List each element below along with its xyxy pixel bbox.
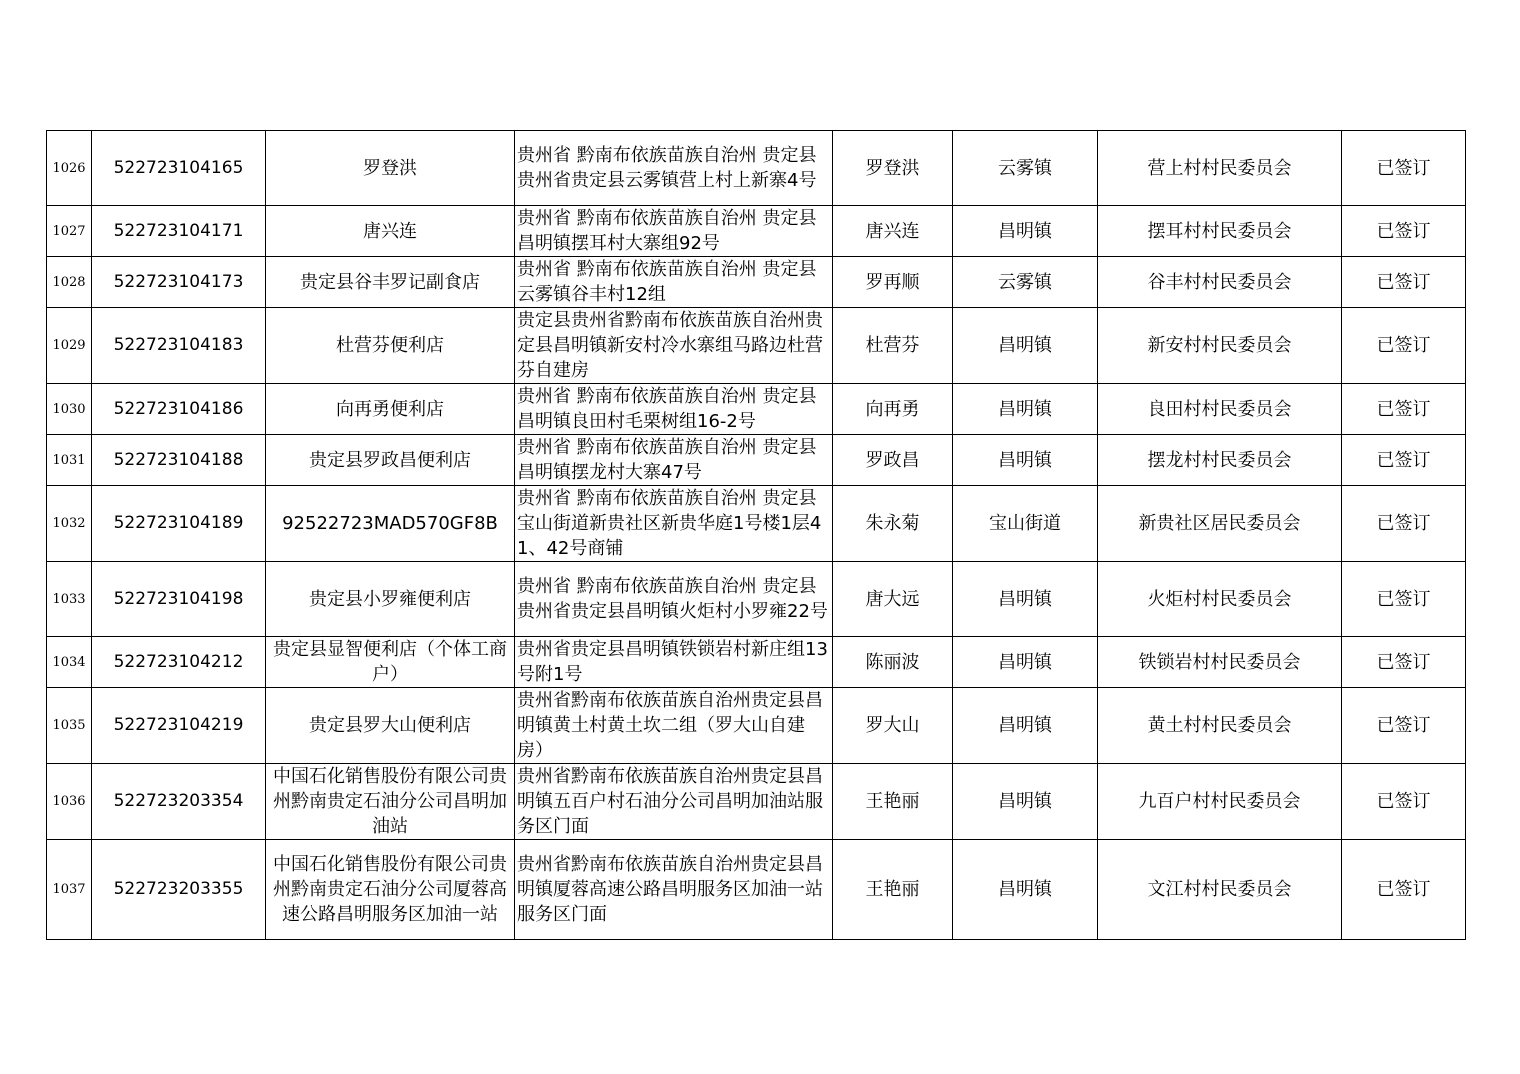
owner-name: 王艳丽 <box>833 764 953 840</box>
shop-address: 贵州省 黔南布依族苗族自治州 贵定县昌明镇摆耳村大寨组92号 <box>515 206 833 257</box>
table-row <box>47 384 1466 435</box>
row-number: 1034 <box>47 637 92 688</box>
table-row <box>47 308 1466 384</box>
shop-name: 贵定县显智便利店（个体工商户） <box>266 637 515 688</box>
row-number: 1036 <box>47 764 92 840</box>
town-name: 昌明镇 <box>953 840 1098 940</box>
shop-name: 贵定县罗大山便利店 <box>266 688 515 764</box>
license-code: 522723104219 <box>92 688 266 764</box>
town-name: 云雾镇 <box>953 257 1098 308</box>
owner-name: 杜营芬 <box>833 308 953 384</box>
shop-name: 罗登洪 <box>266 131 515 206</box>
committee-name: 摆龙村村民委员会 <box>1098 435 1342 486</box>
license-code: 522723104165 <box>92 131 266 206</box>
status-cell: 已签订 <box>1342 206 1466 257</box>
owner-name: 唐兴连 <box>833 206 953 257</box>
status-cell: 已签订 <box>1342 435 1466 486</box>
records-table <box>46 130 1466 940</box>
committee-name: 火炬村村民委员会 <box>1098 562 1342 637</box>
town-name: 昌明镇 <box>953 764 1098 840</box>
license-code: 522723104212 <box>92 637 266 688</box>
owner-name: 陈丽波 <box>833 637 953 688</box>
town-name: 昌明镇 <box>953 384 1098 435</box>
table-row <box>47 840 1466 940</box>
owner-name: 王艳丽 <box>833 840 953 940</box>
owner-name: 唐大远 <box>833 562 953 637</box>
table-body <box>47 131 1466 940</box>
status-cell: 已签订 <box>1342 308 1466 384</box>
committee-name: 九百户村村民委员会 <box>1098 764 1342 840</box>
committee-name: 谷丰村村民委员会 <box>1098 257 1342 308</box>
status-cell: 已签订 <box>1342 131 1466 206</box>
committee-name: 新安村村民委员会 <box>1098 308 1342 384</box>
shop-name: 中国石化销售股份有限公司贵州黔南贵定石油分公司昌明加油站 <box>266 764 515 840</box>
license-code: 522723104183 <box>92 308 266 384</box>
town-name: 宝山街道 <box>953 486 1098 562</box>
status-cell: 已签订 <box>1342 384 1466 435</box>
town-name: 昌明镇 <box>953 435 1098 486</box>
shop-name: 92522723MAD570GF8B <box>266 486 515 562</box>
table-row <box>47 257 1466 308</box>
status-cell: 已签订 <box>1342 764 1466 840</box>
license-code: 522723203355 <box>92 840 266 940</box>
shop-address: 贵州省黔南布依族苗族自治州贵定县昌明镇黄土村黄土坎二组（罗大山自建房） <box>515 688 833 764</box>
row-number: 1028 <box>47 257 92 308</box>
table-row <box>47 637 1466 688</box>
shop-address: 贵州省黔南布依族苗族自治州贵定县昌明镇厦蓉高速公路昌明服务区加油一站服务区门面 <box>515 840 833 940</box>
committee-name: 摆耳村村民委员会 <box>1098 206 1342 257</box>
status-cell: 已签订 <box>1342 562 1466 637</box>
license-code: 522723104171 <box>92 206 266 257</box>
row-number: 1033 <box>47 562 92 637</box>
row-number: 1030 <box>47 384 92 435</box>
shop-name: 贵定县小罗雍便利店 <box>266 562 515 637</box>
town-name: 昌明镇 <box>953 308 1098 384</box>
row-number: 1029 <box>47 308 92 384</box>
table-row <box>47 562 1466 637</box>
row-number: 1035 <box>47 688 92 764</box>
owner-name: 罗政昌 <box>833 435 953 486</box>
town-name: 昌明镇 <box>953 688 1098 764</box>
table-row <box>47 764 1466 840</box>
status-cell: 已签订 <box>1342 637 1466 688</box>
owner-name: 罗登洪 <box>833 131 953 206</box>
shop-address: 贵州省 黔南布依族苗族自治州 贵定县云雾镇谷丰村12组 <box>515 257 833 308</box>
license-code: 522723104188 <box>92 435 266 486</box>
shop-name: 贵定县谷丰罗记副食店 <box>266 257 515 308</box>
row-number: 1027 <box>47 206 92 257</box>
town-name: 昌明镇 <box>953 206 1098 257</box>
table-row <box>47 435 1466 486</box>
committee-name: 铁锁岩村村民委员会 <box>1098 637 1342 688</box>
town-name: 昌明镇 <box>953 637 1098 688</box>
shop-address: 贵州省贵定县昌明镇铁锁岩村新庄组13号附1号 <box>515 637 833 688</box>
table-row <box>47 131 1466 206</box>
shop-address: 贵州省 黔南布依族苗族自治州 贵定县昌明镇良田村毛栗树组16-2号 <box>515 384 833 435</box>
shop-address: 贵州省 黔南布依族苗族自治州 贵定县贵州省贵定县昌明镇火炬村小罗雍22号 <box>515 562 833 637</box>
license-code: 522723104173 <box>92 257 266 308</box>
status-cell: 已签订 <box>1342 257 1466 308</box>
table-row <box>47 486 1466 562</box>
table-row <box>47 688 1466 764</box>
shop-address: 贵定县贵州省黔南布依族苗族自治州贵定县昌明镇新安村冷水寨组马路边杜营芬自建房 <box>515 308 833 384</box>
committee-name: 新贵社区居民委员会 <box>1098 486 1342 562</box>
owner-name: 罗大山 <box>833 688 953 764</box>
license-code: 522723203354 <box>92 764 266 840</box>
shop-name: 唐兴连 <box>266 206 515 257</box>
town-name: 云雾镇 <box>953 131 1098 206</box>
shop-address: 贵州省 黔南布依族苗族自治州 贵定县宝山街道新贵社区新贵华庭1号楼1层41、42号商铺 <box>515 486 833 562</box>
status-cell: 已签订 <box>1342 688 1466 764</box>
shop-address: 贵州省黔南布依族苗族自治州贵定县昌明镇五百户村石油分公司昌明加油站服务区门面 <box>515 764 833 840</box>
row-number: 1032 <box>47 486 92 562</box>
license-code: 522723104186 <box>92 384 266 435</box>
shop-address: 贵州省 黔南布依族苗族自治州 贵定县贵州省贵定县云雾镇营上村上新寨4号 <box>515 131 833 206</box>
committee-name: 营上村村民委员会 <box>1098 131 1342 206</box>
owner-name: 朱永菊 <box>833 486 953 562</box>
shop-name: 杜营芬便利店 <box>266 308 515 384</box>
table-row <box>47 206 1466 257</box>
owner-name: 罗再顺 <box>833 257 953 308</box>
town-name: 昌明镇 <box>953 562 1098 637</box>
shop-name: 贵定县罗政昌便利店 <box>266 435 515 486</box>
committee-name: 良田村村民委员会 <box>1098 384 1342 435</box>
shop-name: 向再勇便利店 <box>266 384 515 435</box>
owner-name: 向再勇 <box>833 384 953 435</box>
committee-name: 文江村村民委员会 <box>1098 840 1342 940</box>
license-code: 522723104189 <box>92 486 266 562</box>
row-number: 1026 <box>47 131 92 206</box>
shop-address: 贵州省 黔南布依族苗族自治州 贵定县昌明镇摆龙村大寨47号 <box>515 435 833 486</box>
status-cell: 已签订 <box>1342 840 1466 940</box>
shop-name: 中国石化销售股份有限公司贵州黔南贵定石油分公司厦蓉高速公路昌明服务区加油一站 <box>266 840 515 940</box>
license-code: 522723104198 <box>92 562 266 637</box>
committee-name: 黄土村村民委员会 <box>1098 688 1342 764</box>
row-number: 1031 <box>47 435 92 486</box>
status-cell: 已签订 <box>1342 486 1466 562</box>
row-number: 1037 <box>47 840 92 940</box>
